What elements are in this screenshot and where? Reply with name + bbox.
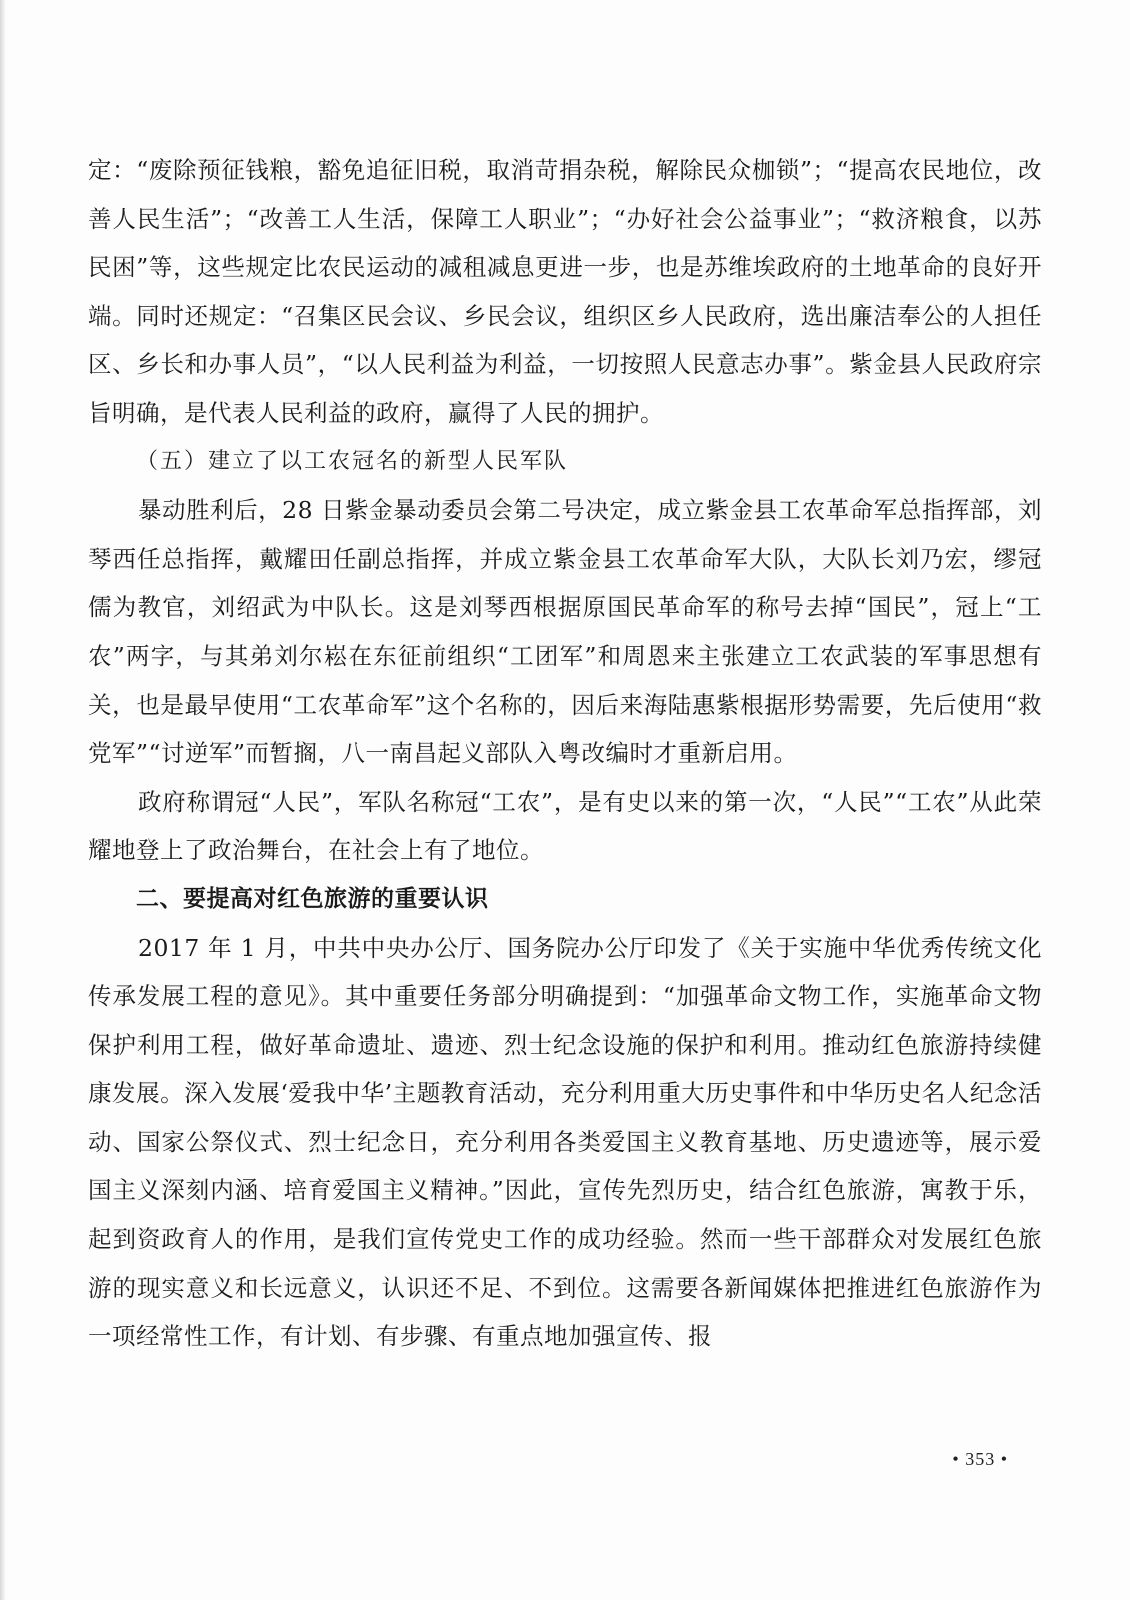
page-number: • 353 • bbox=[952, 1449, 1008, 1469]
body-paragraph: 暴动胜利后，28 日紫金暴动委员会第二号决定，成立紫金县工农革命军总指挥部，刘琴西任总指挥，戴耀田任副总指挥，并成立紫金县工农革命军大队，大队长刘乃宏，缪冠儒为教官，刘绍武为中队长。这是刘琴西根据原国民革命军的称号去掉“国民”，冠上“工农”两字，与其弟刘尔崧在东征前组织“工团军”和周恩来主张建立工农武装的军事思想有关，也是最早使用“工农革命军”这个名称的，因后来海陆惠紫根据形势需要，先后使用“救党军”“讨逆军”而暂搁，八一南昌起义部队入粤改编时才重新启用。 bbox=[88, 496, 1042, 768]
scan-shadow-edge bbox=[0, 0, 6, 1600]
body-paragraph-continued: 定：“废除预征钱粮，豁免追征旧税，取消苛捐杂税，解除民众枷锁”；“提高农民地位，改善人民生活”；“改善工人生活，保障工人职业”；“办好社会公益事业”；“救济粮食，以苏民困”等，这些规定比农民运动的减租减息更进一步，也是苏维埃政府的土地革命的良好开端。同时还规定：“召集区民会议、乡民会议，组织区乡人民政府，选出廉洁奉公的人担任区、乡长和办事人员”，“以人民利益为利益，一切按照人民意志办事”。紫金县人民政府宗旨明确，是代表人民利益的政府，赢得了人民的拥护。 bbox=[88, 156, 1042, 427]
body-paragraph: 政府称谓冠“人民”，军队名称冠“工农”，是有史以来的第一次，“人民”“工农”从此荣耀地登上了政治舞台，在社会上有了地位。 bbox=[88, 787, 1042, 865]
section-heading: 二、要提高对红色旅游的重要认识 bbox=[136, 885, 489, 912]
body-paragraph: 2017 年 1 月，中共中央办公厅、国务院办公厅印发了《关于实施中华优秀传统文化传承发展工程的意见》。其中重要任务部分明确提到：“加强革命文物工作，实施革命文物保护利用工程，做好革命遗址、遗迹、烈士纪念设施的保护和利用。推动红色旅游持续健康发展。深入发展‘爱我中华’主题教育活动，充分利用重大历史事件和中华历史名人纪念活动、国家公祭仪式、烈士纪念日，充分利用各类爱国主义教育基地、历史遗迹等，展示爱国主义深刻内涵、培育爱国主义精神。”因此，宣传先烈历史，结合红色旅游，寓教于乐，起到资政育人的作用，是我们宣传党史工作的成功经验。然而一些干部群众对发展红色旅游的现实意义和长远意义，认识还不足、不到位。这需要各新闻媒体把推进红色旅游作为一项经常性工作，有计划、有步骤、有重点地加强宣传、报 bbox=[88, 933, 1042, 1351]
page-body bbox=[88, 146, 1042, 1361]
subsection-heading: （五）建立了以工农冠名的新型人民军队 bbox=[136, 448, 569, 474]
